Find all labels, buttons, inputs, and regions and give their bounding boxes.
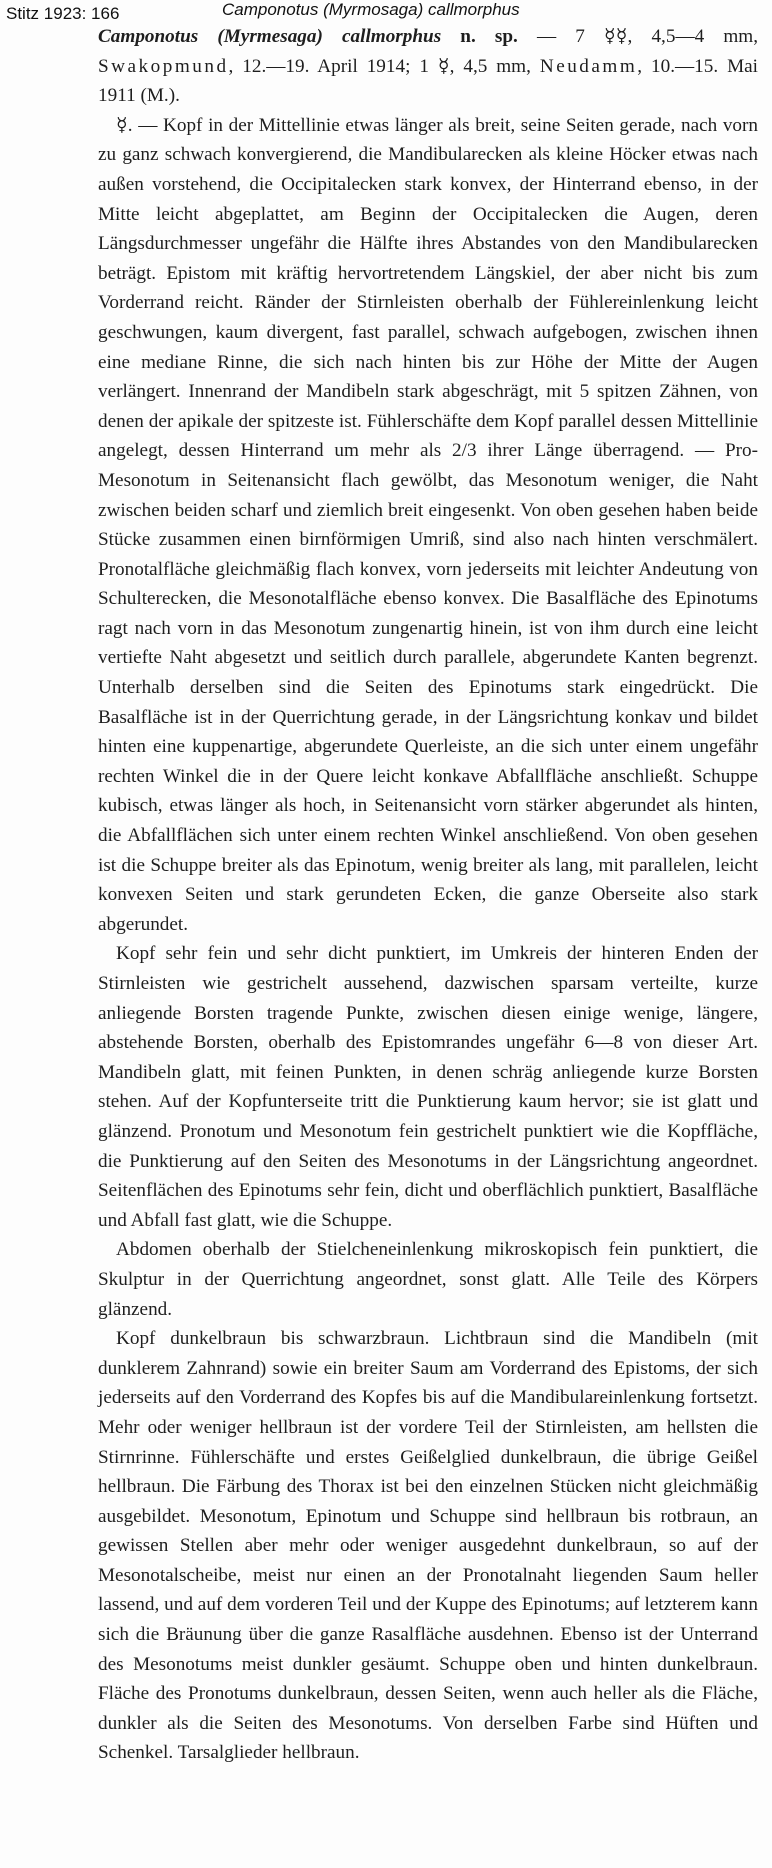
intro-text-1: — 7 ☿☿, 4,5—4 mm, — [517, 26, 758, 47]
intro-text-2: , 12.—19. April 1914; 1 ☿, 4,5 mm, — [228, 55, 540, 77]
paragraph-sculpture: Kopf sehr fein und sehr dicht punktiert, im Umkreis der hinteren Enden der Stirnleisten wie gestrichelt aussehend, dazwischen sparsam verteilte, kurze anliegende Borsten tragende Punkte, zwischen diesen einige wenige, längere, abstehende Borsten, oberhalb des Epistomrandes ungefähr 6—8 von dieser Art. Mandibeln glatt, mit feinen Punkten, in denen schräg anliegende kurze Borsten stehen. Auf der Kopfunterseite tritt die Punktierung kaum hervor; sie ist glatt und glänzend. Pronotum und Mesonotum fein gestrichelt punktiert wie die Kopffläche, die Punktierung auf den Seiten des Mesonotums in der Längsrichtung angeordnet. Seitenflächen des Epinotums sehr fein, dicht und oberflächlich punktiert, Basalfläche und Abfall fast glatt, wie die Schuppe. — [98, 943, 758, 1231]
locality-neudamm: Neudamm — [539, 55, 638, 77]
taxon-header: Camponotus (Myrmosaga) callmorphus — [222, 0, 520, 19]
citation-label: Stitz 1923: 166 — [6, 4, 120, 23]
new-species-mark: n. sp. — [460, 26, 518, 47]
paragraph-morphology: ☿. — Kopf in der Mittellinie etwas länger als breit, seine Seiten gerade, nach vorn zu ganz schwach konvergierend, die Mandibularecken als kleine Höcker etwas nach außen vorstehend, die Occipitalecken stark konvex, der Hinterrand ebenso, in der Mitte leicht abgeplattet, am Beginn der Occipitalecken die Augen, deren Längsdurchmesser ungefähr die Hälfte ihres Abstandes von den Mandibularecken beträgt. Epistom mit kräftig hervortretendem Längskiel, der aber nicht bis zum Vorderrand reicht. Ränder der Stirnleisten oberhalb der Fühlereinlenkung leicht geschwungen, kaum divergent, fast parallel, schwach aufgebogen, zwischen ihnen eine mediane Rinne, die sich nach hinten bis zur Höhe der Mitte der Augen verlängert. Innenrand der Mandibeln stark abgeschrägt, mit 5 spitzen Zähnen, von denen der apikale der spitzeste ist. Fühlerschäfte dem Kopf parallel dessen Mittellinie angelegt, dessen Hinterrand um mehr als 2/3 ihrer Länge überragend. — Pro-Mesonotum in Seitenansicht flach gewölbt, das Mesonotum weniger, die Naht zwischen beiden scharf und ziemlich breit eingesenkt. Von oben gesehen haben beide Stücke zusammen einen birnförmigen Umriß, sind also nach hinten verschmälert. Pronotalfläche gleichmäßig flach konvex, vorn jederseits mit leichter Andeutung von Schulterecken, die Mesonotalfläche ebenso konvex. Die Basalfläche des Epinotums ragt nach vorn in das Mesonotum zungenartig hinein, ist von ihm durch eine leicht vertiefte Naht abgesetzt und seitlich durch parallele, abgerundete Kanten begrenzt. Unterhalb derselben sind die Seiten des Epinotums stark eingedrückt. Die Basalfläche ist in der Querrichtung gerade, in der Längsrichtung konkav und bildet hinten eine kuppenartige, abgerundete Querleiste, an die sich unter einem ungefähr rechten Winkel die in der Quere leicht konkave Abfallfläche anschließt. Schuppe kubisch, etwas länger als hoch, in Seitenansicht vorn stärker abgerundet als hinten, die Abfallflächen sich unter einem rechten Winkel anschließend. Von oben gesehen ist die Schuppe breiter als das Epinotum, wenig breiter als lang, mit parallelen, leicht konvexen Seiten und stark gerundeten Ecken, die ganze Oberseite also stark abgerundet. — [98, 114, 758, 935]
description-text — [98, 22, 758, 1768]
intro-text-3: , 10.—15. Mai 1911 (M.). — [98, 55, 758, 107]
paragraph-abdomen: Abdomen oberhalb der Stielcheneinlenkung mikroskopisch fein punktiert, die Skulptur in der Querrichtung angeordnet, sonst glatt. Alle Teile des Körpers glänzend. — [98, 1239, 758, 1320]
intro-paragraph — [98, 22, 758, 111]
paragraph-coloration: Kopf dunkelbraun bis schwarzbraun. Lichtbraun sind die Mandibeln (mit dunklerem Zahnrand) sowie ein breiter Saum am Vorderrand des Epistoms, der sich jederseits auf den Vorderrand des Kopfes bis auf die Mandibulareinlenkung fortsetzt. Mehr oder weniger hellbraun ist der vordere Teil der Stirnleisten, am hellsten die Stirnrinne. Fühlerschäfte und erstes Geißelglied dunkelbraun, die übrige Geißel hellbraun. Die Färbung des Thorax ist bei den einzelnen Stücken nicht gleichmäßig ausgebildet. Mesonotum, Epinotum und Schuppe sind hellbraun bis rotbraun, an gewissen Stellen aber mehr oder weniger ausgedehnt dunkelbraun, so auf der Mesonotalscheibe, meist nur einen an der Pronotalnaht liegenden Saum heller lassend, und auf dem vorderen Teil und der Kuppe des Epinotums; auf letzterem kann sich die Bräunung über die ganze Rasalfläche ausdehnen. Ebenso ist der Unterrand des Mesonotums meist dunkler gesäumt. Schuppe oben und hinten dunkelbraun. Fläche des Pronotums dunkelbraun, dessen Seiten, wenn auch heller als die Fläche, dunkler als die Seiten des Mesonotums. Von derselben Farbe sind Hüften und Schenkel. Tarsalglieder hellbraun. — [98, 1328, 758, 1764]
locality-swakopmund: Swakopmund — [98, 55, 229, 77]
species-title: Camponotus (Myrmesaga) callmorphus — [98, 26, 442, 47]
